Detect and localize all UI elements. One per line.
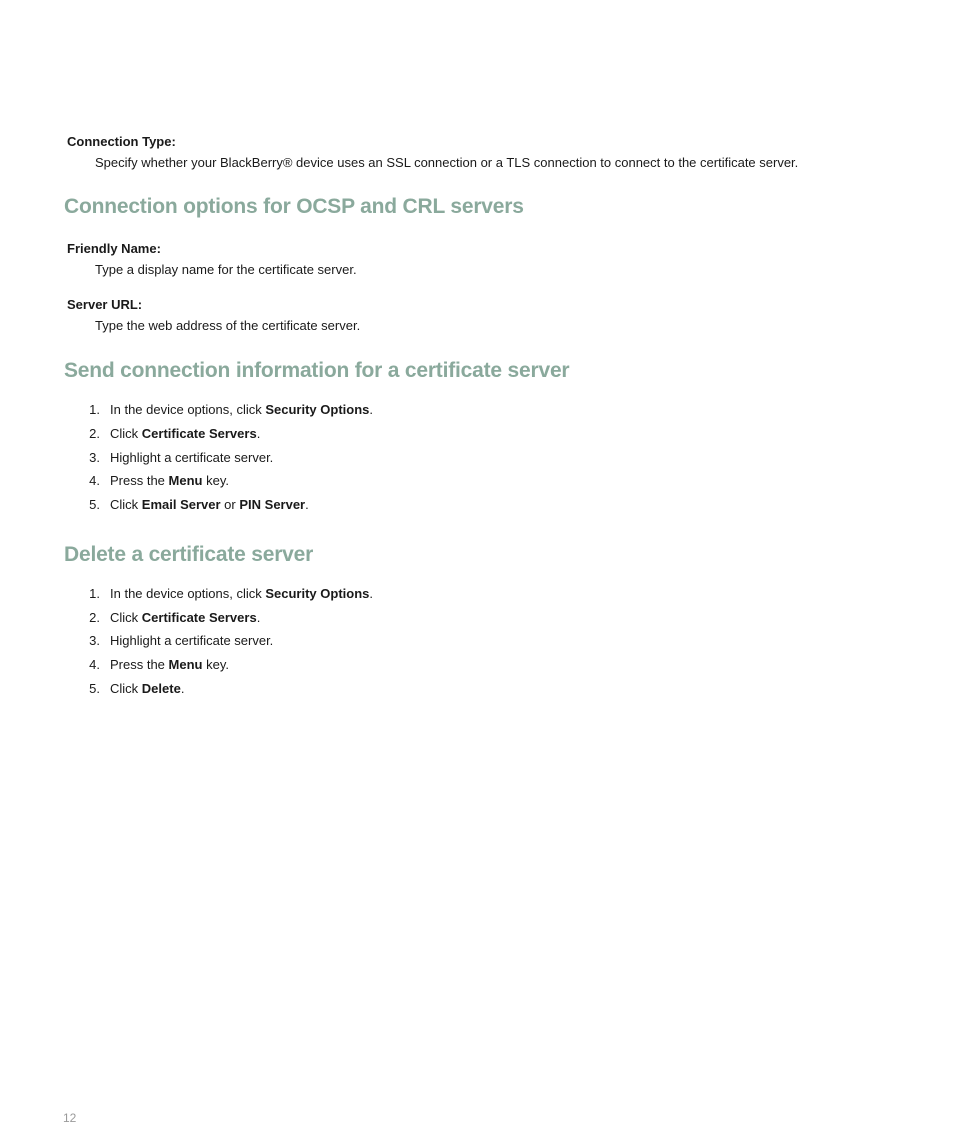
step-number: 2. — [89, 610, 100, 625]
step-text: Click Certificate Servers. — [110, 610, 261, 625]
step-text: Press the Menu key. — [110, 473, 229, 488]
heading-delete-server: Delete a certificate server — [64, 543, 314, 566]
step-text: In the device options, click Security Options. — [110, 586, 374, 601]
step-number: 5. — [89, 681, 100, 696]
server-url-term: Server URL: — [67, 297, 143, 312]
friendly-name-definition: Type a display name for the certificate server. — [95, 262, 357, 277]
step-text: Click Certificate Servers. — [110, 426, 261, 441]
step-number: 2. — [89, 426, 100, 441]
server-url-definition: Type the web address of the certificate server. — [95, 318, 361, 333]
step-number: 1. — [89, 586, 100, 601]
step-number: 3. — [89, 633, 100, 648]
connection-type-term: Connection Type: — [67, 134, 176, 149]
step-number: 5. — [89, 497, 100, 512]
step-text: Click Delete. — [110, 681, 185, 696]
step-number: 4. — [89, 473, 100, 488]
step-text: Click Email Server or PIN Server. — [110, 497, 309, 512]
heading-ocsp-crl: Connection options for OCSP and CRL servers — [64, 195, 524, 218]
heading-send-connection: Send connection information for a certificate server — [64, 359, 570, 382]
step-text: Highlight a certificate server. — [110, 450, 274, 465]
step-number: 1. — [89, 402, 100, 417]
step-text: In the device options, click Security Options. — [110, 402, 374, 417]
friendly-name-term: Friendly Name: — [67, 241, 161, 256]
step-number: 4. — [89, 657, 100, 672]
step-text: Highlight a certificate server. — [110, 633, 274, 648]
step-text: Press the Menu key. — [110, 657, 229, 672]
connection-type-definition: Specify whether your BlackBerry® device uses an SSL connection or a TLS connection to connect to the certificate server. — [95, 155, 799, 170]
step-number: 3. — [89, 450, 100, 465]
page-number: 12 — [63, 1111, 77, 1125]
